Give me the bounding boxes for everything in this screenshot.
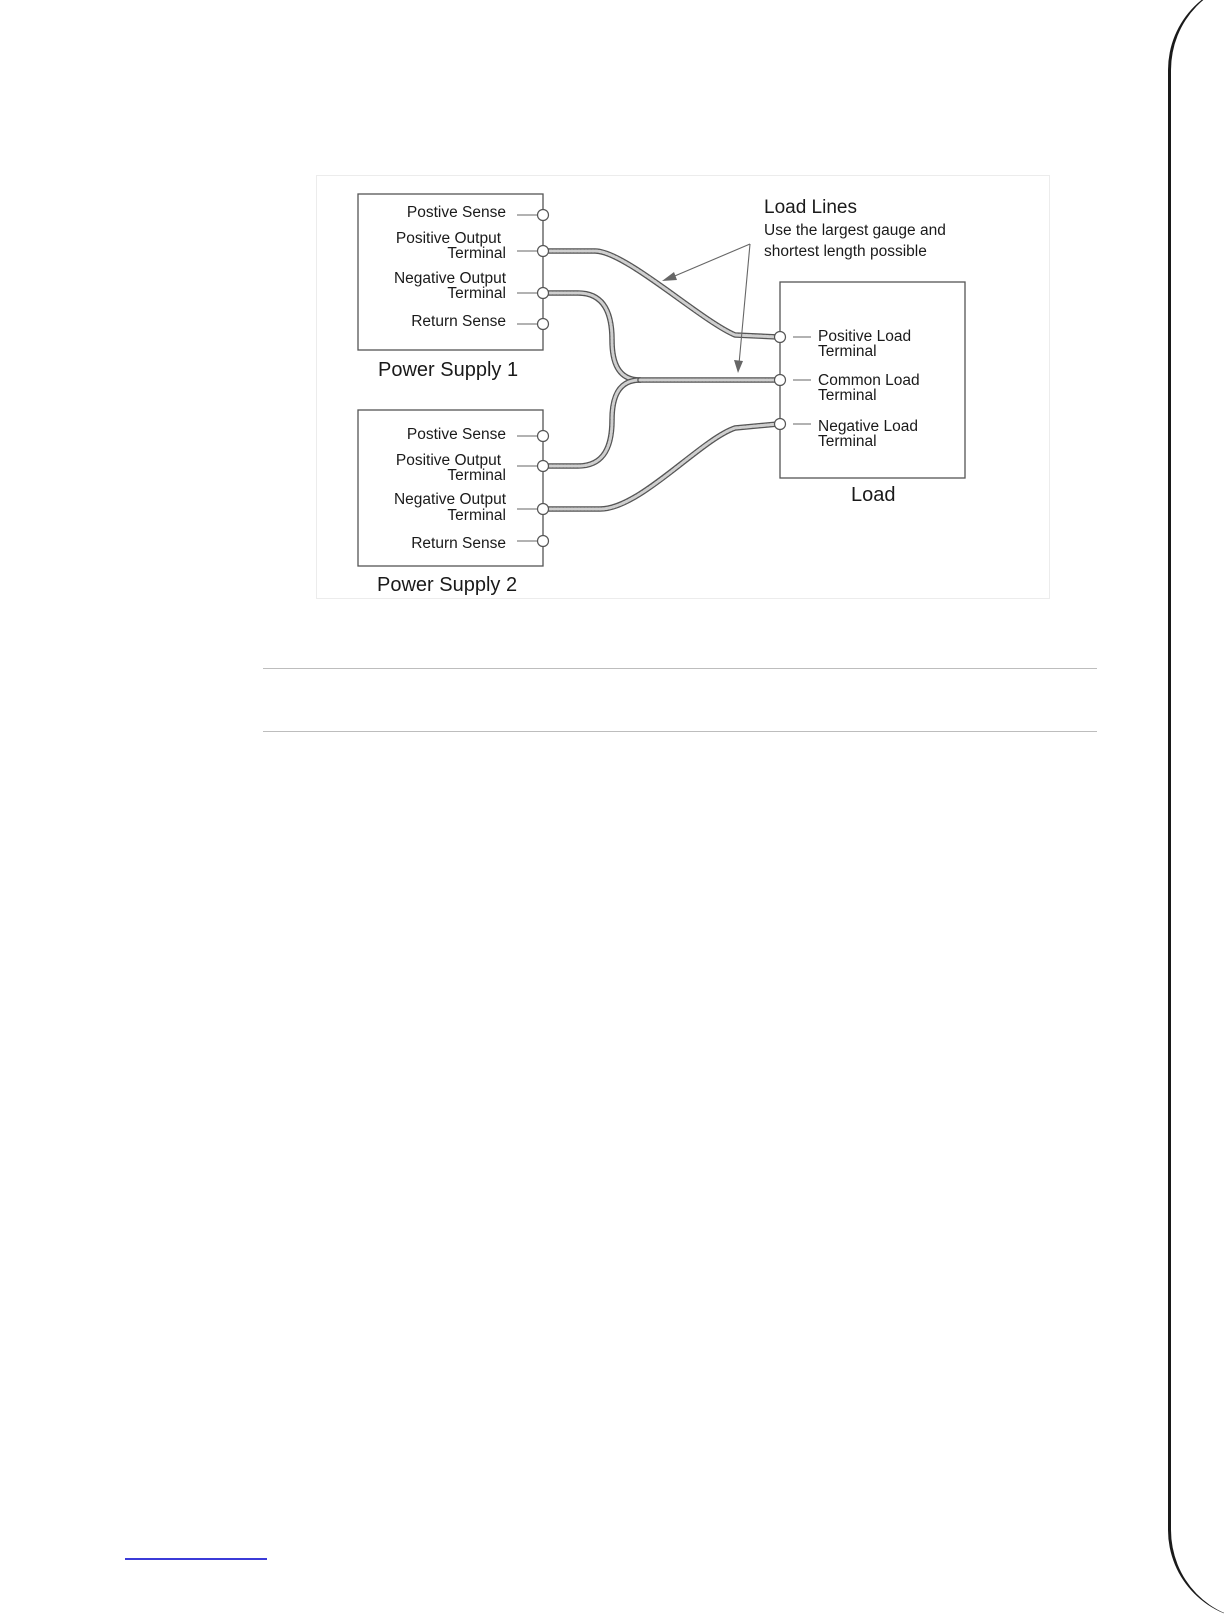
load-positive-terminal	[775, 332, 786, 343]
power-supply-2-title: Power Supply 2	[377, 574, 518, 596]
ps2-negative-output-label: Negative Output	[393, 491, 506, 508]
ps1-positive-output-terminal-label: Terminal	[447, 245, 506, 262]
ps1-positive-output-terminal	[538, 246, 549, 257]
ps2-positive-sense-terminal	[538, 431, 549, 442]
annotation-arrowhead-upper	[662, 272, 677, 281]
ps2-return-sense-label: Return Sense	[411, 535, 506, 552]
load-title: Load	[851, 484, 896, 506]
ps1-return-sense-terminal	[538, 319, 549, 330]
load-lines-annotation	[662, 197, 946, 373]
ps1-return-sense-label: Return Sense	[411, 313, 506, 330]
ps2-positive-output-terminal-label: Terminal	[447, 467, 506, 484]
load-positive-label: Positive Load	[818, 328, 912, 345]
annotation-line-2: shortest length possible	[764, 243, 927, 260]
ps2-negative-output-terminal	[538, 504, 549, 515]
load-positive-terminal-label: Terminal	[818, 343, 877, 360]
cable-ps2-positive-to-common	[543, 380, 640, 466]
ps2-negative-output-terminal-label: Terminal	[447, 507, 506, 524]
ps1-negative-output-terminal	[538, 288, 549, 299]
horizontal-rule-top	[263, 668, 1097, 669]
annotation-title: Load Lines	[764, 197, 857, 218]
horizontal-rule-bottom	[263, 731, 1097, 732]
ps2-return-sense-terminal	[538, 536, 549, 547]
load-negative-terminal	[775, 419, 786, 430]
ps1-negative-output-terminal-label: Terminal	[447, 285, 506, 302]
power-supply-1	[358, 194, 543, 381]
ps1-positive-output-label: Positive Output	[395, 230, 501, 247]
ps1-positive-sense-label: Postive Sense	[406, 204, 506, 221]
ps2-positive-output-terminal	[538, 461, 549, 472]
load-common-label: Common Load	[818, 372, 920, 389]
power-supply-1-title: Power Supply 1	[378, 359, 519, 381]
ps1-negative-output-label: Negative Output	[393, 270, 506, 287]
footnote-link-underline	[125, 1558, 267, 1560]
load	[780, 282, 965, 506]
cable-ps1-negative-to-common	[543, 293, 640, 380]
load-lines	[543, 251, 778, 509]
annotation-arrowhead-lower	[734, 360, 743, 373]
load-negative-label: Negative Load	[818, 418, 918, 435]
load-negative-terminal-label: Terminal	[818, 433, 877, 450]
load-common-terminal	[775, 375, 786, 386]
ps2-positive-output-label: Positive Output	[395, 452, 501, 469]
power-supply-2	[358, 410, 543, 596]
annotation-arrow-lower	[739, 244, 750, 364]
ps2-positive-sense-label: Postive Sense	[406, 426, 506, 443]
ps1-positive-sense-terminal	[538, 210, 549, 221]
load-common-terminal-label: Terminal	[818, 387, 877, 404]
annotation-arrow-upper	[670, 244, 750, 278]
annotation-line-1: Use the largest gauge and	[764, 222, 946, 239]
